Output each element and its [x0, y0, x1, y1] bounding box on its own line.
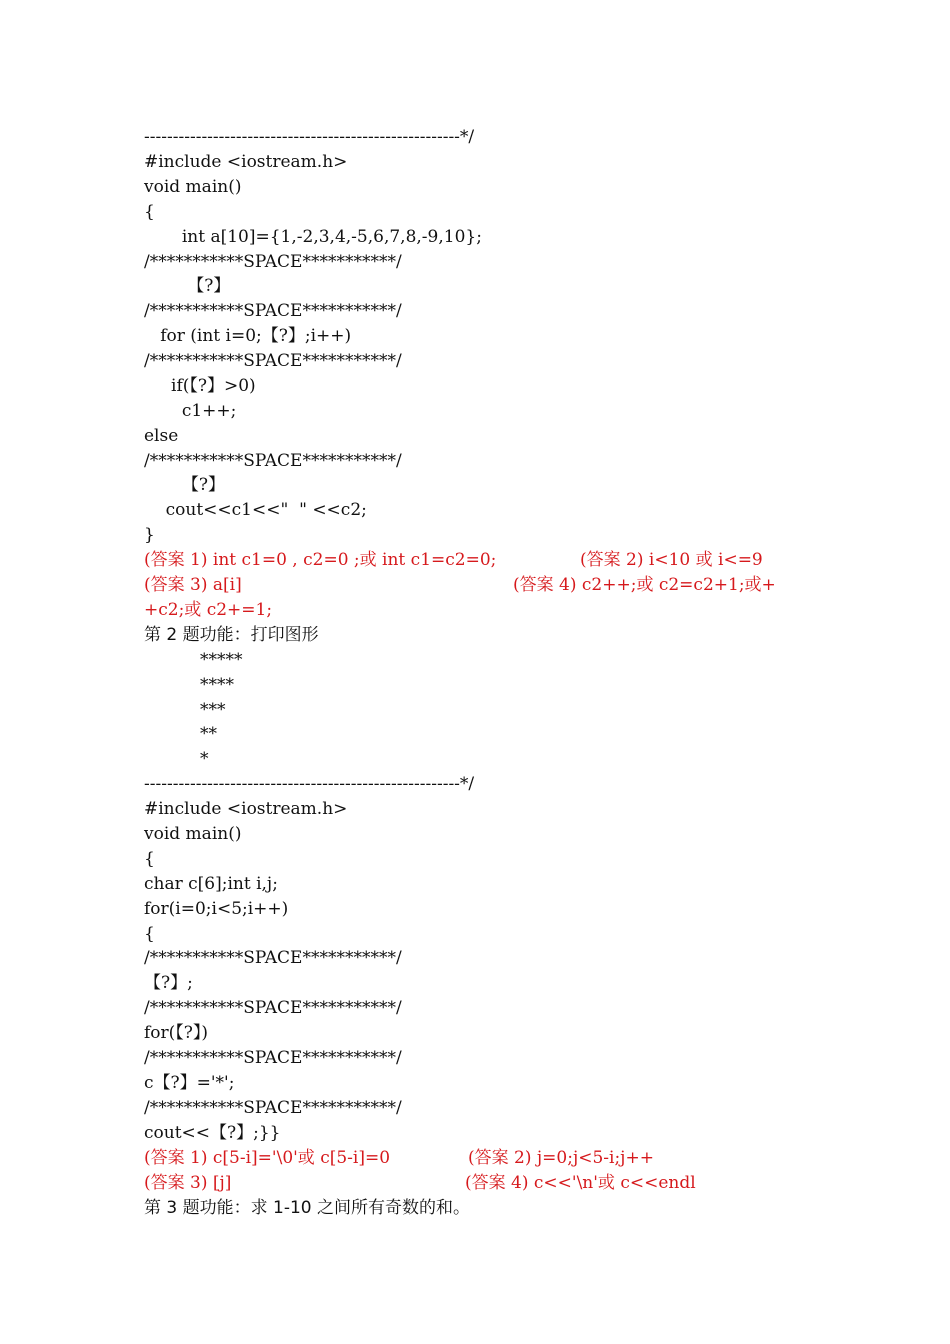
- code-line: int a[10]={1,-2,3,4,-5,6,7,8,-9,10};: [144, 227, 482, 247]
- blank-placeholder: 【?】;: [144, 973, 193, 993]
- code-line: cout<<c1<<" " <<c2;: [144, 500, 367, 520]
- code-line: void main(): [144, 824, 242, 844]
- space-marker: /***********SPACE***********/: [144, 301, 402, 321]
- star-row: **: [200, 724, 217, 744]
- code-line: #include <iostream.h>: [144, 799, 348, 819]
- star-row: *****: [200, 650, 243, 670]
- space-marker: /***********SPACE***********/: [144, 948, 402, 968]
- code-line: if(【?】>0): [144, 376, 256, 396]
- space-marker: /***********SPACE***********/: [144, 998, 402, 1018]
- code-line: c1++;: [144, 401, 237, 421]
- answer-4: (答案 4) c2++;或 c2=c2+1;或+: [513, 575, 776, 595]
- answer-3: (答案 3) [j]: [144, 1173, 232, 1193]
- divider-line: -------------------------------------------------------*/: [144, 774, 475, 794]
- answer-1: (答案 1) int c1=0 , c2=0 ;或 int c1=c2=0;: [144, 550, 497, 570]
- answer-1: (答案 1) c[5-i]='\0'或 c[5-i]=0: [144, 1148, 391, 1168]
- space-marker: /***********SPACE***********/: [144, 351, 402, 371]
- code-line: else: [144, 426, 179, 446]
- star-row: ***: [200, 700, 226, 720]
- code-line: for (int i=0;【?】;i++): [144, 326, 352, 346]
- divider-line: -------------------------------------------------------*/: [144, 127, 475, 147]
- space-marker: /***********SPACE***********/: [144, 451, 402, 471]
- question-3-title: 第 3 题功能：求 1-10 之间所有奇数的和。: [144, 1198, 471, 1218]
- question-2-title: 第 2 题功能：打印图形: [144, 625, 319, 645]
- answer-4-continued: +c2;或 c2+=1;: [144, 600, 273, 620]
- space-marker: /***********SPACE***********/: [144, 252, 402, 272]
- answer-2: (答案 2) j=0;j<5-i;j++: [468, 1148, 654, 1168]
- answer-3: (答案 3) a[i]: [144, 575, 242, 595]
- code-line: for(【?】): [144, 1023, 209, 1043]
- code-line: void main(): [144, 177, 242, 197]
- code-line: cout<<【?】;}}: [144, 1123, 281, 1143]
- code-line: }: [144, 525, 155, 545]
- code-line: #include <iostream.h>: [144, 152, 348, 172]
- answer-2: (答案 2) i<10 或 i<=9: [580, 550, 763, 570]
- code-line: c【?】='*';: [144, 1073, 235, 1093]
- code-line: {: [144, 202, 155, 222]
- code-line: char c[6];int i,j;: [144, 874, 278, 894]
- space-marker: /***********SPACE***********/: [144, 1098, 402, 1118]
- code-line: {: [144, 924, 155, 944]
- blank-placeholder: 【?】: [144, 475, 225, 495]
- space-marker: /***********SPACE***********/: [144, 1048, 402, 1068]
- answer-4: (答案 4) c<<'\n'或 c<<endl: [465, 1173, 696, 1193]
- code-line: {: [144, 849, 155, 869]
- blank-placeholder: 【?】: [144, 276, 231, 296]
- code-line: for(i=0;i<5;i++): [144, 899, 289, 919]
- star-row: *: [200, 749, 209, 769]
- star-row: ****: [200, 675, 234, 695]
